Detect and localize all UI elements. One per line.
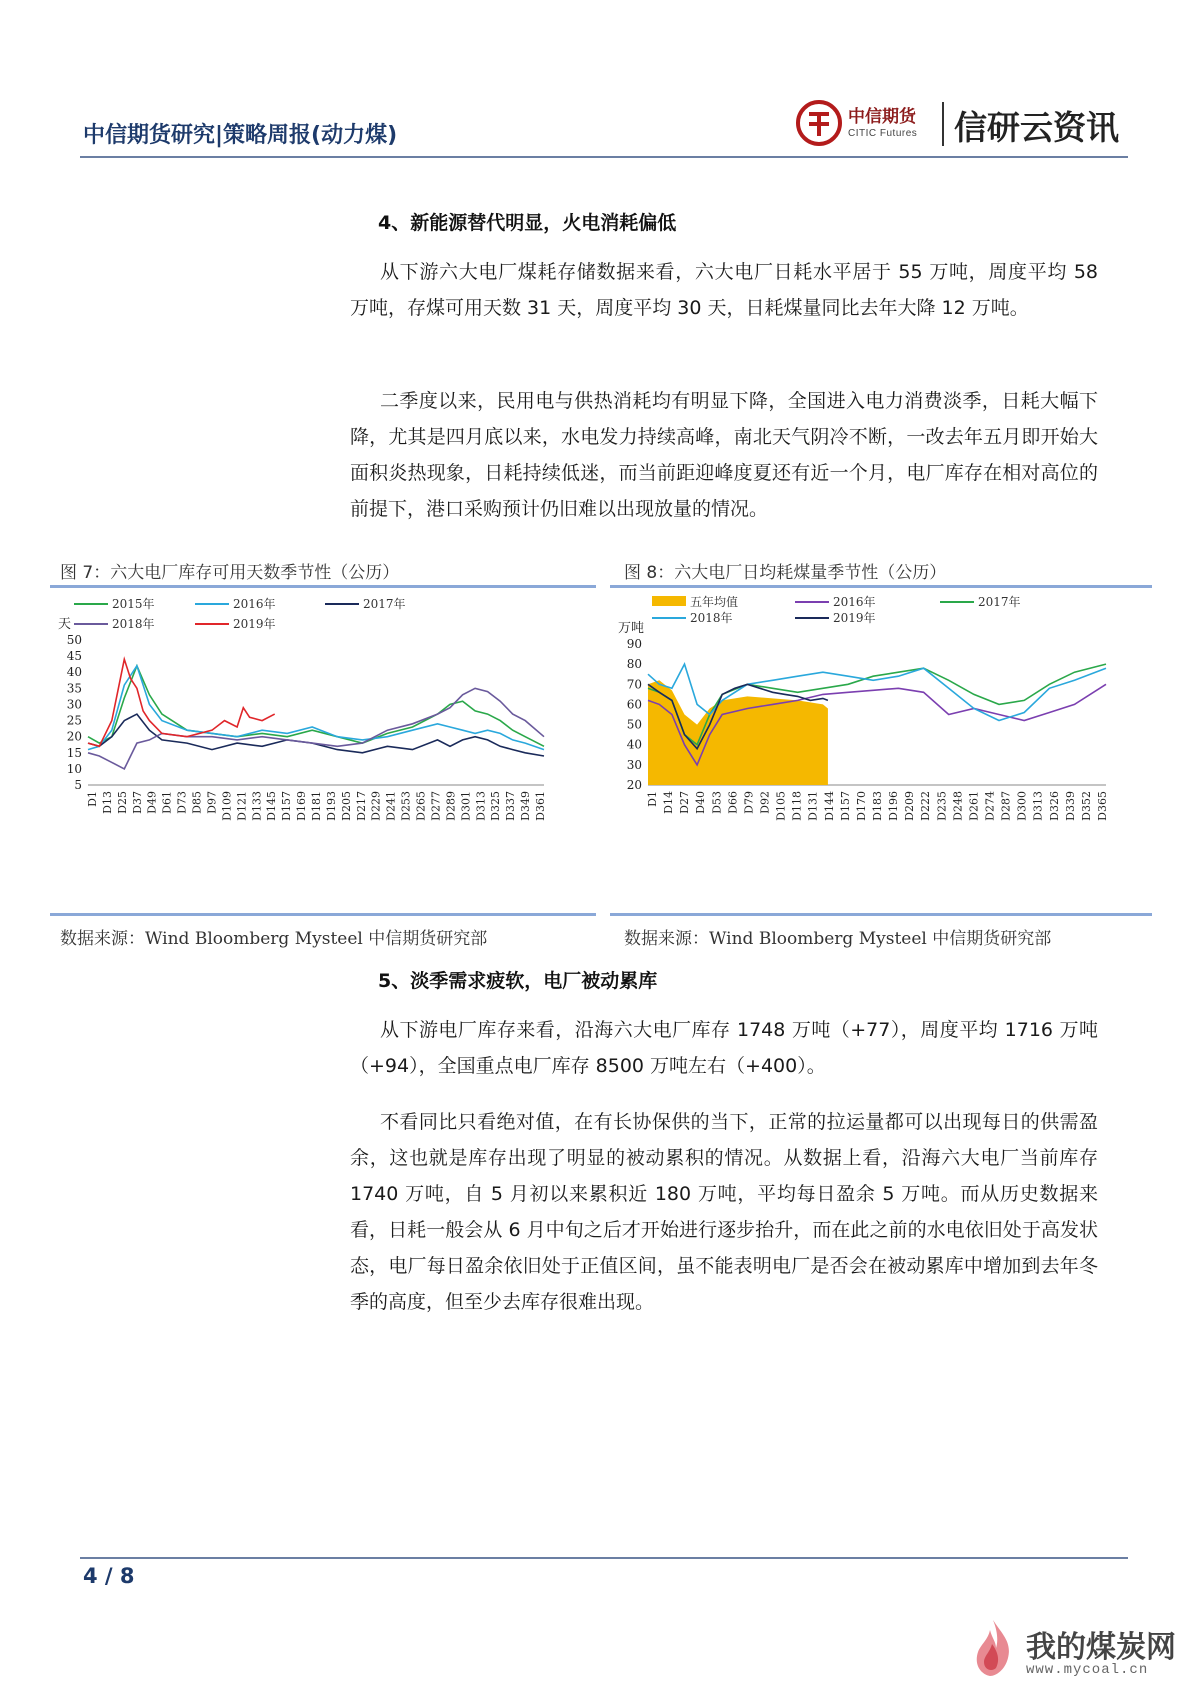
- brand-name: 信研云资讯: [954, 108, 1119, 147]
- x-tick-label: D277: [429, 791, 443, 821]
- y-tick-label: 70: [626, 677, 642, 692]
- x-tick-label: D196: [887, 791, 901, 821]
- x-tick-label: D253: [399, 791, 413, 821]
- x-tick-label: D222: [919, 791, 933, 821]
- legend-label: 2018年: [690, 611, 733, 625]
- fig7-title: 图 7：六大电厂库存可用天数季节性（公历）: [60, 563, 400, 583]
- x-tick-label: D300: [1015, 791, 1029, 821]
- x-tick-label: D157: [280, 791, 294, 821]
- y-tick-label: 5: [74, 778, 82, 792]
- series-line-2019年: [88, 659, 275, 746]
- x-tick-label: D217: [354, 791, 368, 821]
- x-tick-label: D105: [774, 791, 788, 821]
- x-tick-label: D337: [504, 791, 518, 821]
- logo-text-en: CITIC Futures: [848, 128, 918, 139]
- legend-label: 2016年: [233, 597, 276, 611]
- y-tick-label: 90: [626, 637, 642, 651]
- y-tick-label: 45: [66, 649, 82, 664]
- x-tick-label: D261: [967, 791, 981, 821]
- y-tick-label: 10: [66, 761, 82, 776]
- plot-area: [58, 617, 547, 821]
- section5-paragraph-1: 从下游电厂库存来看，沿海六大电厂库存 1748 万吨（+77），周度平均 1716 万吨（+94），全国重点电厂库存 8500 万吨左右（+400）。: [350, 1019, 1098, 1077]
- x-tick-label: D365: [1096, 791, 1109, 821]
- x-tick-label: D248: [951, 791, 965, 821]
- x-tick-label: D181: [310, 791, 323, 821]
- y-tick-label: 80: [626, 657, 642, 672]
- x-tick-label: D301: [459, 791, 473, 821]
- x-tick-label: D92: [758, 791, 772, 814]
- x-tick-label: D229: [369, 791, 383, 821]
- y-tick-label: 30: [626, 757, 642, 772]
- x-tick-label: D133: [250, 791, 264, 821]
- legend-label: 五年均值: [690, 595, 739, 609]
- y-tick-label: 20: [66, 729, 82, 744]
- x-tick-label: D326: [1047, 791, 1061, 821]
- y-axis-label: 万吨: [618, 621, 645, 636]
- section4-paragraph-2: 二季度以来，民用电与供热消耗均有明显下降，全国进入电力消费淡季，日耗大幅下降，尤其是四月底以来，水电发力持续高峰，南北天气阴冷不断，一改去年五月即开始大面积炎热现象，日耗持续低迷，而当前距迎峰度夏还有近一个月，电厂库存在相对高位的前提下，港口采购预计仍旧难以出现放量的情况。: [350, 390, 1098, 520]
- x-tick-label: D13: [100, 791, 114, 814]
- section4-body: [350, 254, 1098, 326]
- x-tick-label: D287: [999, 791, 1013, 821]
- section5-heading: 5、淡季需求疲软，电厂被动累库: [378, 970, 658, 992]
- fig7-rule-bottom: [50, 913, 596, 916]
- y-tick-label: 25: [66, 713, 82, 728]
- fig8-rule-top: [610, 585, 1152, 588]
- plot-area: [618, 621, 1109, 821]
- x-tick-label: D1: [646, 791, 659, 807]
- y-tick-label: 50: [66, 633, 82, 647]
- x-tick-label: D27: [678, 791, 692, 814]
- header-rule: [80, 156, 1128, 158]
- legend-label: 2017年: [978, 595, 1021, 609]
- logo-text-cn: 中信期货: [848, 107, 916, 127]
- section5-body: [350, 1012, 1098, 1084]
- x-tick-label: D49: [145, 791, 159, 814]
- flame-icon: [968, 1618, 1018, 1680]
- y-tick-label: 30: [66, 697, 82, 712]
- x-tick-label: D66: [726, 791, 740, 814]
- y-tick-label: 15: [66, 745, 82, 760]
- watermark-url: www.mycoal.cn: [1026, 1662, 1149, 1678]
- fig8-rule-bottom: [610, 913, 1152, 916]
- series-line-2015年: [88, 666, 544, 747]
- x-tick-label: D97: [205, 791, 219, 814]
- x-tick-label: D14: [662, 791, 676, 814]
- x-tick-label: D144: [822, 791, 836, 821]
- x-tick-label: D40: [694, 791, 708, 814]
- section5-paragraph-2: 不看同比只看绝对值，在有长协保供的当下，正常的拉运量都可以出现每日的供需盈余，这也就是库存出现了明显的被动累积的情况。从数据上看，沿海六大电厂当前库存 1740 万吨，自 5 月初以来累积近 180 万吨，平均每日盈余 5 万吨。而从历史数据来看，日耗一般会从 6 月中旬之后才开始进行逐步抬升，而在此之前的水电依旧处于高发状态，电厂每日盈余依旧处于正值区间，虽不能表明电厂是否会在被动累库中增加到去年冬季的高度，但至少去库存很难出现。: [350, 1111, 1098, 1313]
- y-axis-label: 天: [58, 617, 72, 632]
- x-tick-label: D325: [489, 791, 503, 821]
- x-tick-label: D145: [265, 791, 279, 821]
- section4-body-2: [350, 383, 1098, 527]
- x-tick-label: D183: [871, 791, 884, 821]
- x-tick-label: D349: [519, 791, 533, 821]
- legend-label: 2015年: [112, 597, 155, 611]
- x-tick-label: D313: [474, 791, 488, 821]
- logo-divider: [942, 102, 944, 146]
- x-tick-label: D205: [339, 791, 353, 821]
- legend-label: 2019年: [233, 617, 276, 631]
- legend-swatch: [652, 596, 686, 606]
- legend-label: 2018年: [112, 617, 155, 631]
- y-tick-label: 50: [626, 717, 642, 732]
- x-tick-label: D170: [854, 791, 868, 821]
- fig8-source: 数据来源：Wind Bloomberg Mysteel 中信期货研究部: [624, 929, 1052, 949]
- legend-label: 2019年: [833, 611, 876, 625]
- y-tick-label: 60: [626, 697, 642, 712]
- section5-body-2: [350, 1104, 1098, 1320]
- fig7-source: 数据来源：Wind Bloomberg Mysteel 中信期货研究部: [60, 929, 488, 949]
- page-number: 4 / 8: [83, 1564, 135, 1588]
- logo: [796, 96, 1136, 156]
- x-tick-label: D131: [806, 791, 820, 821]
- x-tick-label: D241: [384, 791, 398, 821]
- report-title: 中信期货研究|策略周报(动力煤): [83, 123, 398, 148]
- x-tick-label: D193: [324, 791, 338, 821]
- x-tick-label: D79: [742, 791, 756, 814]
- x-tick-label: D109: [220, 791, 234, 821]
- x-tick-label: D121: [235, 791, 249, 821]
- fig8-chart: [610, 592, 1152, 912]
- y-tick-label: 40: [66, 665, 82, 680]
- fig7-rule-top: [50, 585, 596, 588]
- legend-label: 2016年: [833, 595, 876, 609]
- legend-label: 2017年: [363, 597, 406, 611]
- legend: [74, 596, 406, 631]
- x-tick-label: D274: [983, 791, 997, 821]
- fig7-chart: [50, 592, 596, 912]
- y-tick-label: 40: [626, 737, 642, 752]
- x-tick-label: D352: [1079, 791, 1093, 821]
- fig8-title: 图 8：六大电厂日均耗煤量季节性（公历）: [624, 563, 947, 583]
- watermark: [968, 1618, 1188, 1688]
- x-tick-label: D361: [534, 791, 547, 821]
- x-tick-label: D157: [838, 791, 852, 821]
- footer-rule: [80, 1557, 1128, 1559]
- x-tick-label: D169: [295, 791, 309, 821]
- x-tick-label: D313: [1031, 791, 1045, 821]
- y-tick-label: 35: [66, 681, 82, 696]
- x-tick-label: D25: [115, 791, 129, 814]
- section4-heading: 4、新能源替代明显，火电消耗偏低: [378, 212, 677, 234]
- x-tick-label: D53: [710, 791, 724, 814]
- x-tick-label: D37: [130, 791, 144, 814]
- x-tick-label: D235: [935, 791, 949, 821]
- x-tick-label: D1: [86, 791, 99, 807]
- x-tick-label: D61: [160, 791, 174, 814]
- watermark-text: 我的煤炭网: [1026, 1630, 1176, 1665]
- y-tick-label: 20: [626, 778, 642, 792]
- series-area-五年均值: [648, 680, 828, 785]
- x-tick-label: D265: [414, 791, 428, 821]
- x-tick-label: D118: [790, 791, 804, 821]
- x-tick-label: D85: [190, 791, 204, 814]
- citic-logo-icon: [796, 100, 842, 146]
- x-tick-label: D339: [1063, 791, 1077, 821]
- legend: [652, 594, 1021, 625]
- x-tick-label: D289: [444, 791, 458, 821]
- section4-paragraph-1: 从下游六大电厂煤耗存储数据来看，六大电厂日耗水平居于 55 万吨，周度平均 58 万吨，存煤可用天数 31 天，周度平均 30 天，日耗煤量同比去年大降 12 万吨。: [350, 261, 1098, 319]
- x-tick-label: D73: [175, 791, 189, 814]
- series-line-2017年: [88, 714, 544, 756]
- x-tick-label: D209: [903, 791, 917, 821]
